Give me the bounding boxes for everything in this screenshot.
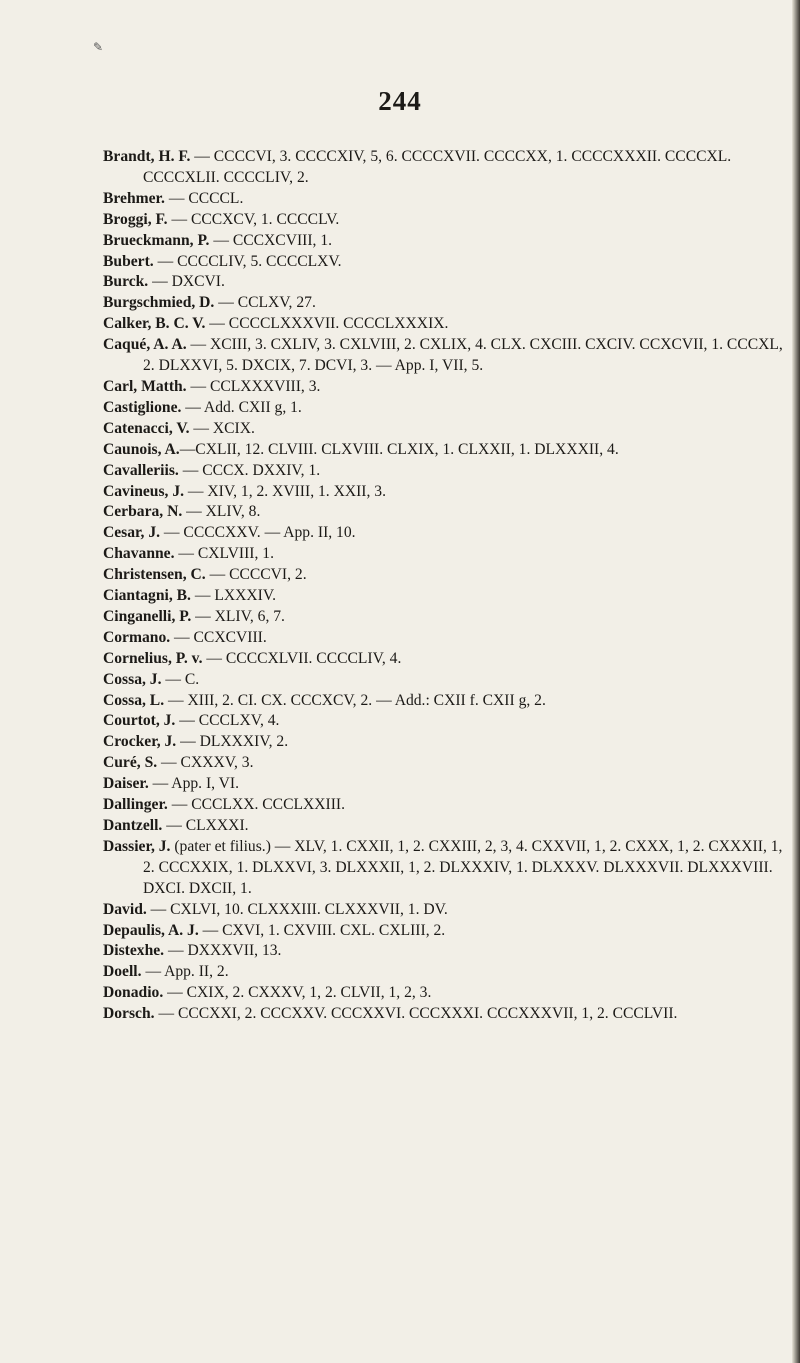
entry-references: — XLIV, 8. [182, 503, 261, 521]
entry-name: Cossa, L. [103, 691, 165, 709]
index-entry [103, 1004, 793, 1025]
index-entry [103, 440, 793, 461]
entry-references: — XIII, 2. CI. CX. CCCXCV, 2. — Add.: CXII f. CXII g, 2. [164, 691, 546, 709]
entry-references: — DXCVI. [148, 273, 225, 291]
entry-references: — CLXXXI. [162, 817, 249, 834]
page-number: 244 [378, 86, 422, 116]
entry-name: Broggi, F. [103, 210, 168, 228]
index-entry [103, 314, 793, 335]
entry-references: — CCCCL. [164, 189, 244, 207]
index-entry [103, 377, 793, 398]
entry-references: — CCCXCVIII, 1. [209, 231, 333, 249]
index-entry [103, 921, 793, 942]
entry-name: Chavanne. [103, 545, 175, 563]
entry-references: — XLIV, 6, 7. [191, 607, 285, 625]
entry-name: Doell. [103, 963, 142, 981]
entry-name: Dassier, J. [103, 837, 171, 855]
entry-references: — CXLVIII, 1. [174, 545, 274, 563]
entry-name: Daiser. [103, 775, 149, 793]
index-entry [103, 628, 793, 649]
entry-name: Calker, B. C. V. [103, 315, 206, 333]
index-entry [103, 607, 793, 628]
entry-references: — CCCXXI, 2. CCCXXV. CCCXXVI. CCCXXXI. CCCXXXVII, 1, 2. CCCLVII. [154, 1005, 678, 1023]
index-entry [103, 482, 793, 503]
entry-name: Cavalleriis. [103, 461, 179, 479]
entry-references: — DXXXVII, 13. [164, 942, 282, 960]
entry-references: — App. I, VI. [148, 775, 240, 793]
entry-references: (pater et filius.) — XLV, 1. CXXII, 1, 2. CXXIII, 2, 3, 4. CXXVII, 1, 2. CXXX, 1, 2. CXXXII, 1, 2. CCCXXIX, 1. DLXXVI, 3. DLXXXII, 1, 2. DLXXXIV, 1. DLXXXV. DLXXXVII. DLXXXVIII. DXCI. DXCII, 1. [143, 837, 783, 897]
entry-references: — App. II, 2. [141, 963, 229, 981]
entry-references: — CCLXXXVIII, 3. [186, 377, 321, 395]
entry-references: — CCCCVI, 2. [205, 566, 307, 584]
index-entry [103, 419, 793, 440]
index-entry [103, 941, 793, 962]
index-entry [103, 670, 793, 691]
index-entry [103, 565, 793, 586]
entry-name: Bubert. [103, 252, 154, 270]
entry-references: — CCCX. DXXIV, 1. [178, 461, 321, 479]
entry-name: Cavineus, J. [103, 482, 185, 500]
entry-references: — CXIX, 2. CXXXV, 1, 2. CLVII, 1, 2, 3. [163, 984, 432, 1002]
index-entry [103, 586, 793, 607]
scan-mark: ✎ [93, 40, 104, 54]
index-entry [103, 210, 793, 231]
entry-name: Brandt, H. F. [103, 148, 191, 165]
entry-name: Carl, Matth. [103, 377, 187, 395]
entry-references: —CXLII, 12. CLVIII. CLXVIII. CLXIX, 1. CLXXII, 1. DLXXXII, 4. [179, 440, 619, 458]
index-entry [103, 837, 793, 900]
entry-references: — CCCCXLVII. CCCCLIV, 4. [202, 649, 402, 667]
entry-name: Crocker, J. [103, 733, 177, 751]
entry-name: Brueckmann, P. [103, 231, 210, 249]
entry-name: Cornelius, P. v. [103, 649, 203, 667]
entry-name: Depaulis, A. J. [103, 921, 199, 939]
entry-references: — CCCLXV, 4. [175, 712, 280, 730]
scan-edge [792, 0, 800, 1363]
entry-references: — CCXCVIII. [170, 628, 267, 646]
entry-name: David. [103, 900, 147, 918]
index-entry [103, 816, 793, 837]
entry-name: Cinganelli, P. [103, 607, 192, 625]
index-entry [103, 502, 793, 523]
entry-name: Cerbara, N. [103, 503, 183, 521]
index-entry [103, 335, 793, 377]
entry-name: Caunois, A. [103, 440, 180, 458]
index-entry [103, 900, 793, 921]
entry-references: — DLXXXIV, 2. [176, 733, 289, 751]
index-entry [103, 649, 793, 670]
entry-references: — CCCCXXV. — App. II, 10. [160, 524, 356, 542]
index-entry [103, 691, 793, 712]
index-entry [103, 461, 793, 482]
entry-name: Cormano. [103, 628, 171, 646]
entry-name: Curé, S. [103, 754, 158, 772]
index-entry [103, 962, 793, 983]
index-entry [103, 523, 793, 544]
index-entry [103, 398, 793, 419]
entry-name: Christensen, C. [103, 566, 206, 584]
entry-name: Ciantagni, B. [103, 587, 191, 605]
entry-references: — LXXXIV. [190, 587, 276, 605]
entry-name: Burck. [103, 273, 149, 291]
entry-references: — XCIII, 3. CXLIV, 3. CXLVIII, 2. CXLIX, 4. CLX. CXCIII. CXCIV. CCXCVII, 1. CCCXL, 2. DLXXVI, 5. DXCIX, 7. DCVI, 3. — App. I, VII, 5. [143, 336, 783, 375]
entry-name: Catenacci, V. [103, 419, 190, 437]
index-entry [103, 732, 793, 753]
entry-name: Courtot, J. [103, 712, 176, 730]
entry-name: Distexhe. [103, 942, 165, 960]
entry-references: — CCCXCV, 1. CCCCLV. [167, 210, 340, 228]
entry-name: Dallinger. [103, 796, 168, 814]
entry-name: Cesar, J. [103, 524, 161, 542]
entry-references: — CCCLXX. CCCLXXIII. [167, 796, 346, 814]
index-entry [103, 983, 793, 1004]
entry-name: Cossa, J. [103, 670, 162, 688]
entry-name: Castiglione. [103, 398, 182, 416]
entry-name: Brehmer. [103, 189, 165, 207]
index-entry [103, 189, 793, 210]
index-entry [103, 795, 793, 816]
index-entry [103, 252, 793, 273]
entry-name: Dorsch. [103, 1005, 155, 1023]
entry-references: — C. [161, 670, 200, 688]
index-entry [103, 711, 793, 732]
index-entry [103, 544, 793, 565]
index-entry [103, 272, 793, 293]
entry-references: — CXXXV, 3. [157, 754, 254, 772]
entry-name: Dantzell. [103, 817, 163, 834]
index-entries [103, 147, 793, 1025]
entry-references: — XCIX. [189, 419, 255, 437]
entry-references: — Add. CXII g, 1. [181, 398, 302, 416]
entry-references: — XIV, 1, 2. XVIII, 1. XXII, 3. [184, 482, 386, 500]
index-entry [103, 147, 793, 189]
index-entry [103, 753, 793, 774]
entry-name: Donadio. [103, 984, 164, 1002]
index-entry [103, 774, 793, 795]
entry-name: Caqué, A. A. [103, 336, 187, 354]
entry-name: Burgschmied, D. [103, 294, 215, 312]
index-entry [103, 231, 793, 252]
entry-references: — CXLVI, 10. CLXXXIII. CLXXXVII, 1. DV. [146, 900, 448, 918]
index-entry [103, 293, 793, 314]
entry-references: — CCLXV, 27. [214, 294, 316, 312]
entry-references: — CCCCVI, 3. CCCCXIV, 5, 6. CCCCXVII. CCCCXX, 1. CCCCXXXII. CCCCXL. CCCCXLII. CCCCLIV, 2. [143, 148, 732, 186]
entry-references: — CCCCLIV, 5. CCCCLXV. [153, 252, 342, 270]
entry-references: — CCCCLXXXVII. CCCCLXXXIX. [205, 315, 449, 333]
entry-references: — CXVI, 1. CXVIII. CXL. CXLIII, 2. [198, 921, 446, 939]
